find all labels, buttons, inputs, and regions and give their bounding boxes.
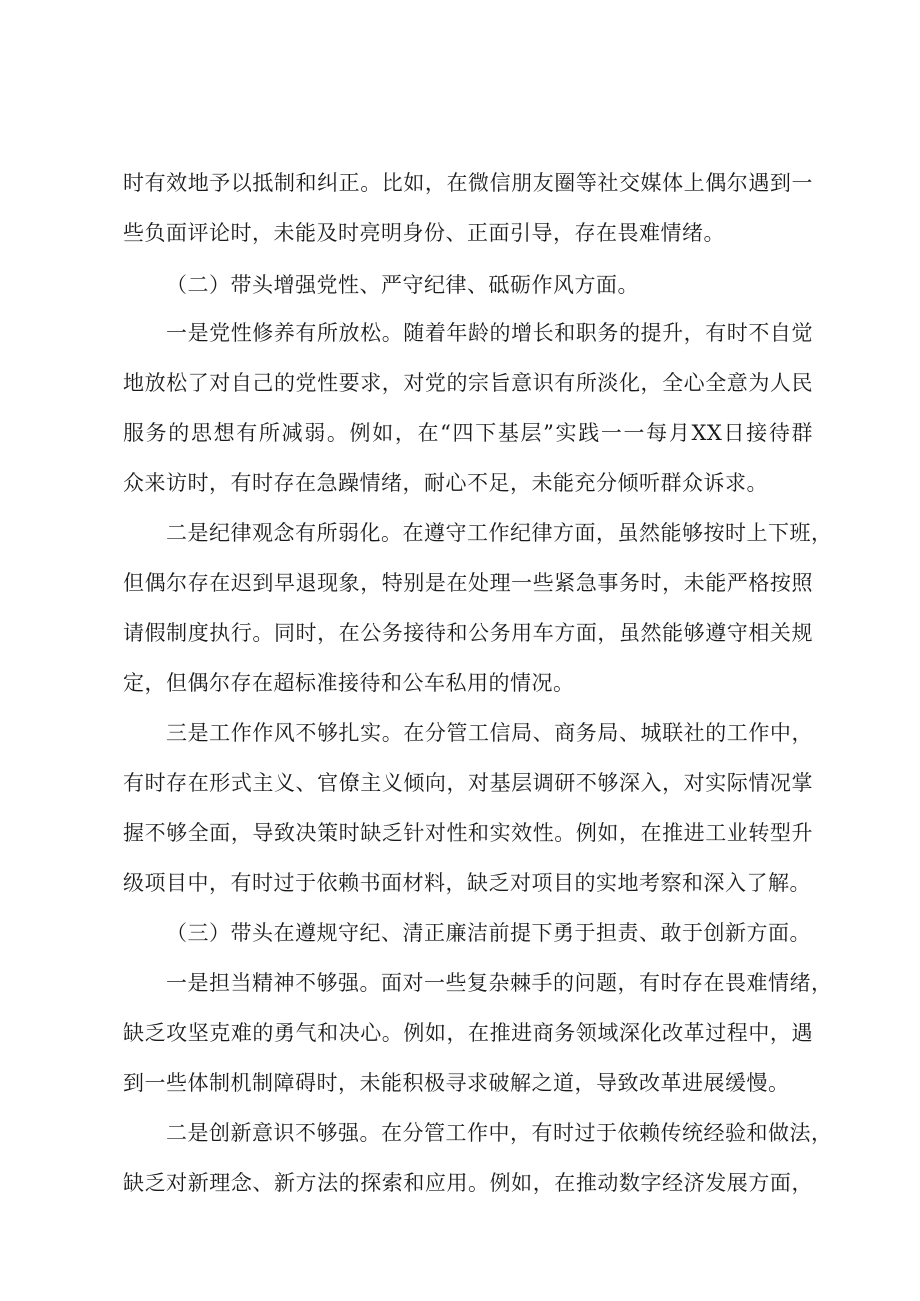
- section-heading-3: （三）带头在遵规守纪、清正廉洁前提下勇于担责、敢于创新方面。: [166, 921, 811, 945]
- text-line-18: 缺乏攻坚克难的勇气和决心。例如，在推进商务领域深化改革过程中，遇: [123, 1021, 813, 1045]
- text-line-1: 时有效地予以抵制和纠正。比如，在微信朋友圈等社交媒体上偶尔遇到一: [123, 171, 813, 195]
- text-line-19: 到一些体制机制障碍时，未能积极寻求破解之道，导致改革进展缓慢。: [123, 1071, 790, 1095]
- text-line-7: 众来访时，有时存在急躁情绪，耐心不足，未能充分倾听群众诉求。: [123, 471, 768, 495]
- text-line-2: 些负面评论时，未能及时亮明身份、正面引导，存在畏难情绪。: [123, 221, 725, 245]
- text-line-12: 三是工作作风不够扎实。在分管工信局、商务局、城联社的工作中，: [166, 721, 813, 745]
- text-line-15: 级项目中，有时过于依赖书面材料，缺乏对项目的实地考察和深入了解。: [123, 871, 811, 895]
- text-line-9: 但偶尔存在迟到早退现象，特别是在处理一些紧急事务时，未能严格按照: [123, 571, 813, 595]
- text-line-5: 地放松了对自己的党性要求，对党的宗旨意识有所淡化，全心全意为人民: [123, 371, 813, 395]
- text-line-10: 请假制度执行。同时，在公务接待和公务用车方面，虽然能够遵守相关规: [123, 621, 813, 645]
- text-line-21: 缺乏对新理念、新方法的探索和应用。例如，在推动数字经济发展方面，: [123, 1171, 813, 1195]
- text-line-20: 二是创新意识不够强。在分管工作中，有时过于依赖传统经验和做法，: [166, 1121, 833, 1145]
- text-line-6: 服务的思想有所减弱。例如，在“四下基层”实践一一每月XX日接待群: [123, 421, 813, 445]
- text-line-4: 一是党性修养有所放松。随着年龄的增长和职务的提升，有时不自觉: [166, 321, 813, 345]
- text-line-17: 一是担当精神不够强。面对一些复杂棘手的问题，有时存在畏难情绪，: [166, 971, 833, 995]
- text-line-8: 二是纪律观念有所弱化。在遵守工作纪律方面，虽然能够按时上下班，: [166, 521, 833, 545]
- text-line-13: 有时存在形式主义、官僚主义倾向，对基层调研不够深入，对实际情况掌: [123, 771, 813, 795]
- text-line-11: 定，但偶尔存在超标准接待和公车私用的情况。: [123, 671, 575, 695]
- section-heading-2: （二）带头增强党性、严守纪律、砥砺作风方面。: [166, 273, 639, 297]
- text-line-14: 握不够全面，导致决策时缺乏针对性和实效性。例如，在推进工业转型升: [123, 821, 813, 845]
